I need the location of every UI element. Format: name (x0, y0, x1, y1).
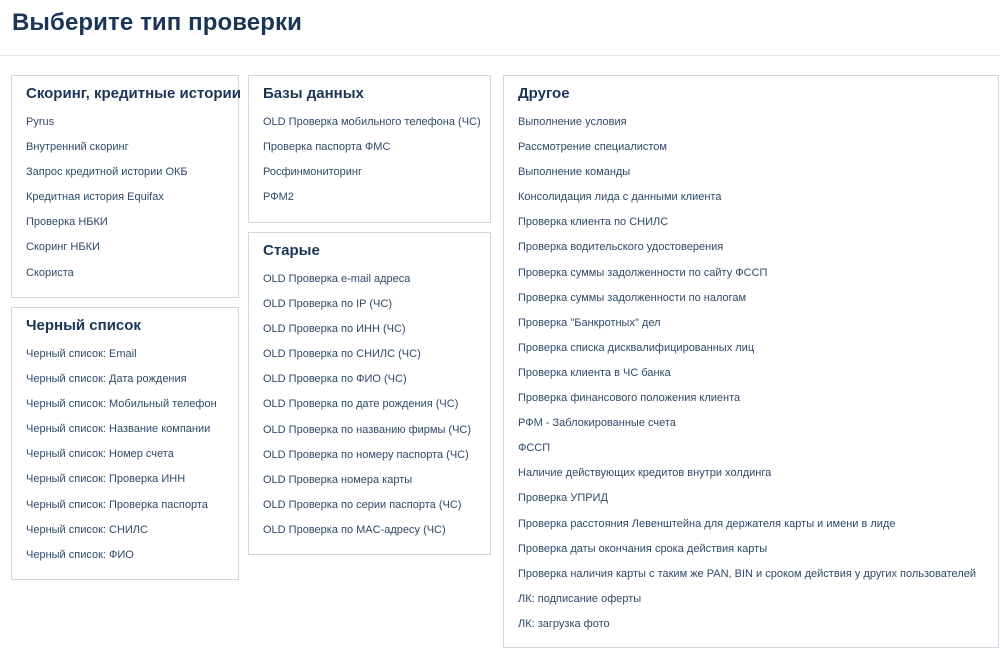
check-type-link[interactable]: Черный список: Название компании (26, 423, 211, 436)
check-type-link[interactable]: OLD Проверка по MAC-адресу (ЧС) (263, 523, 446, 536)
check-type-link[interactable]: Проверка клиента в ЧС банка (518, 366, 671, 379)
check-type-list-old (263, 271, 486, 547)
check-type-link[interactable]: ЛК: подписание оферты (518, 592, 642, 605)
check-type-link[interactable]: Проверка расстояния Левенштейна для держателя карты и имени в лиде (518, 517, 896, 530)
check-type-link[interactable]: Проверка УПРИД (518, 492, 608, 505)
card-title-old: Старые (263, 242, 320, 259)
check-type-link[interactable]: Проверка "Банкротных" дел (518, 316, 661, 329)
check-type-link[interactable]: Рассмотрение специалистом (518, 141, 667, 154)
check-type-link[interactable]: Проверка паспорта ФМС (263, 141, 391, 154)
check-type-list-databases (263, 114, 486, 214)
page-title: Выберите тип проверки (12, 9, 302, 36)
check-type-link[interactable]: Консолидация лида с данными клиента (518, 191, 722, 204)
check-type-link[interactable]: Проверка клиента по СНИЛС (518, 216, 669, 229)
card-title-blacklist: Черный список (26, 317, 141, 334)
check-type-link[interactable]: OLD Проверка мобильного телефона (ЧС) (263, 116, 481, 128)
check-type-link[interactable]: Черный список: Номер счета (26, 448, 174, 461)
check-type-link[interactable]: OLD Проверка по ИНН (ЧС) (263, 323, 406, 336)
check-type-link[interactable]: Росфинмониторинг (263, 166, 363, 179)
check-type-link[interactable]: OLD Проверка по номеру паспорта (ЧС) (263, 448, 469, 461)
check-type-link[interactable]: Скоринг НБКИ (26, 241, 100, 254)
card-title-databases: Базы данных (263, 85, 364, 102)
check-type-link[interactable]: ФССП (518, 442, 551, 455)
check-type-list-blacklist (26, 346, 234, 572)
check-type-link[interactable]: РФМ2 (263, 191, 294, 204)
check-type-link[interactable]: OLD Проверка по IP (ЧС) (263, 298, 392, 311)
card-old (248, 232, 491, 555)
check-type-link[interactable]: OLD Проверка e-mail адреса (263, 273, 411, 285)
check-type-link[interactable]: Черный список: Мобильный телефон (26, 398, 217, 411)
check-type-link[interactable]: Черный список: СНИЛС (26, 523, 148, 536)
check-type-link[interactable]: Проверка суммы задолженности по сайту ФССП (518, 266, 768, 279)
card-title-other: Другое (518, 85, 570, 102)
check-type-link[interactable]: Черный список: Email (26, 348, 137, 360)
check-type-link[interactable]: Проверка списка дисквалифицированных лиц (518, 341, 755, 354)
check-type-link[interactable]: Черный список: ФИО (26, 548, 134, 561)
check-type-link[interactable]: Черный список: Проверка ИНН (26, 473, 186, 486)
check-type-link[interactable]: Проверка финансового положения клиента (518, 392, 741, 405)
card-blacklist (11, 307, 239, 580)
check-type-link[interactable]: Черный список: Дата рождения (26, 373, 187, 386)
card-databases (248, 75, 491, 223)
check-type-link[interactable]: Запрос кредитной истории ОКБ (26, 166, 188, 179)
check-type-link[interactable]: OLD Проверка по названию фирмы (ЧС) (263, 423, 472, 436)
check-type-link[interactable]: Pyrus (26, 116, 55, 128)
check-type-link[interactable]: OLD Проверка по ФИО (ЧС) (263, 373, 407, 386)
check-type-link[interactable]: OLD Проверка по дате рождения (ЧС) (263, 398, 459, 411)
check-type-list-other (518, 114, 994, 641)
check-type-link[interactable]: Проверка суммы задолженности по налогам (518, 291, 747, 304)
check-type-link[interactable]: Черный список: Проверка паспорта (26, 498, 208, 511)
check-type-link[interactable]: Внутренний скоринг (26, 141, 129, 154)
check-type-link[interactable]: Проверка НБКИ (26, 216, 108, 229)
check-type-link[interactable]: Проверка наличия карты с таким же PAN, BIN и сроком действия у других пользователей (518, 567, 976, 580)
check-type-link[interactable]: OLD Проверка по серии паспорта (ЧС) (263, 498, 462, 511)
check-type-link[interactable]: Проверка водительского удостоверения (518, 241, 724, 254)
check-type-link[interactable]: РФМ - Заблокированные счета (518, 417, 676, 430)
card-title-scoring: Скоринг, кредитные истории (26, 85, 241, 102)
check-type-link[interactable]: OLD Проверка по СНИЛС (ЧС) (263, 348, 421, 361)
check-type-link[interactable]: Выполнение команды (518, 166, 631, 179)
check-type-link[interactable]: Выполнение условия (518, 116, 627, 128)
card-scoring (11, 75, 239, 298)
check-type-list-scoring (26, 114, 234, 290)
page-header (0, 0, 1000, 56)
check-type-link[interactable]: Скориста (26, 266, 74, 279)
card-other (503, 75, 999, 648)
check-type-link[interactable]: Кредитная история Equifax (26, 191, 164, 204)
check-type-link[interactable]: ЛК: загрузка фото (518, 617, 610, 630)
check-type-link[interactable]: Проверка даты окончания срока действия карты (518, 542, 768, 555)
check-type-link[interactable]: OLD Проверка номера карты (263, 473, 413, 486)
check-type-link[interactable]: Наличие действующих кредитов внутри холдинга (518, 467, 772, 480)
